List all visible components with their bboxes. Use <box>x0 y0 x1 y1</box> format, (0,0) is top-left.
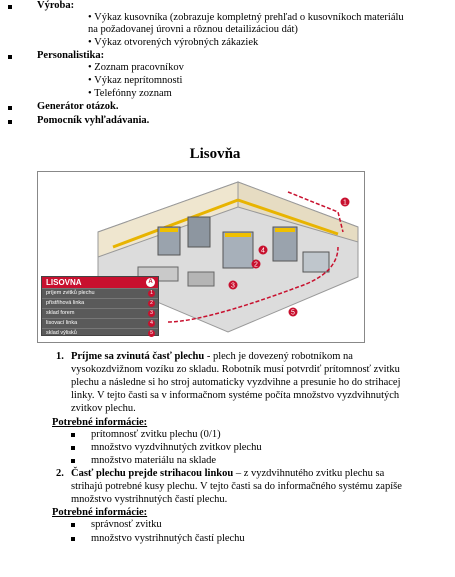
bullet-square <box>8 120 12 124</box>
legend-num: 2 <box>148 300 155 307</box>
step-line: množstvo vystrihnutých častí plechu. <box>71 494 228 505</box>
factory-illustration <box>37 171 365 343</box>
legend-label: přistřihová linka <box>46 300 85 306</box>
step-heading: Príjme sa zvinutá časť plechu <box>71 351 205 362</box>
bullet-square <box>71 459 75 463</box>
marker-label: 2 <box>254 261 258 269</box>
legend-row <box>42 318 158 328</box>
step-heading: Časť plechu prejde strihacou linkou <box>71 468 234 479</box>
legend-num: 4 <box>148 320 155 327</box>
legend-label: sklad výlisků <box>46 330 77 336</box>
marker-label: 5 <box>291 309 295 317</box>
vyroba-sub-1-cont: na požadovanej úrovni a rôznou detailizáciou dát) <box>88 24 298 35</box>
marker-label: 1 <box>343 199 347 207</box>
legend-row <box>42 308 158 318</box>
step-line <box>71 468 384 480</box>
list-item-personalistika: Personalistika: <box>37 50 105 61</box>
info-item: množstvo materiálu na sklade <box>91 455 217 466</box>
vyroba-sub-1: • Výkaz kusovníka (zobrazuje kompletný prehľad o kusovníkoch materiálu <box>88 12 404 23</box>
vyroba-sub-2: • Výkaz otvorených výrobných zákaziek <box>88 37 259 48</box>
info-item: množstvo vyzdvihnutých zvitkov plechu <box>91 442 262 453</box>
marker-5 <box>288 304 298 322</box>
personal-sub-3: • Telefónny zoznam <box>88 88 172 99</box>
legend-label: lisovací linka <box>46 320 78 326</box>
legend-num: 3 <box>148 310 155 317</box>
step-number: 1. <box>56 351 64 362</box>
step-line <box>71 351 353 363</box>
step-line: linky. V tejto časti sa v informačnom systéme počíta množstvo vyzdvihnutých <box>71 390 400 401</box>
marker-3 <box>228 277 238 295</box>
step-line: plechu a následne si ho stroj automaticky vyzdvihne a presunie ho do strihacej <box>71 377 401 388</box>
info-item: množstvo vystrihnutých častí plechu <box>91 533 245 544</box>
section-title: Lisovňa <box>189 146 241 162</box>
bullet-square <box>8 55 12 59</box>
legend-title: LISOVNA <box>46 278 82 287</box>
bullet-square <box>71 433 75 437</box>
bullet-square <box>71 523 75 527</box>
legend-badge: A <box>146 278 155 287</box>
step-number: 2. <box>56 468 64 479</box>
step-line: zvitkov plechu. <box>71 403 136 414</box>
info-label: Potrebné informácie: <box>52 507 148 518</box>
bullet-square <box>8 5 12 9</box>
personal-sub-2: • Výkaz neprítomnosti <box>88 75 183 86</box>
bullet-square <box>71 446 75 450</box>
legend-row <box>42 288 158 298</box>
step-text: – z vyzdvihnutého zvitku plechu sa <box>233 468 385 479</box>
list-item-generator: Generátor otázok. <box>37 101 119 112</box>
info-label: Potrebné informácie: <box>52 417 148 428</box>
personal-sub-1: • Zoznam pracovníkov <box>88 62 184 73</box>
info-item: správnosť zvitku <box>91 519 162 530</box>
legend-row <box>42 298 158 308</box>
legend-label: príjem zvitků plechu <box>46 290 95 296</box>
marker-label: 3 <box>231 282 235 290</box>
legend-num: 1 <box>148 290 155 297</box>
legend-num: 5 <box>148 330 155 337</box>
legend-row <box>42 328 158 338</box>
marker-4 <box>258 242 268 260</box>
step-line: vysokozdvižnom vozíku zo skladu. Robotník musí potvrdiť prítomnosť zvitku <box>71 364 400 375</box>
legend-label: sklad forem <box>46 310 75 316</box>
step-line: strihajú potrebné kusy plechu. V tejto časti sa do informačného systému zapíše <box>71 481 402 492</box>
bullet-square <box>71 537 75 541</box>
list-item-vyroba: Výroba: <box>37 0 75 11</box>
bullet-square <box>8 106 12 110</box>
info-item: prítomnosť zvitku plechu (0/1) <box>91 429 221 440</box>
list-item-pomocnik: Pomocník vyhľadávania. <box>37 115 150 126</box>
marker-label: 4 <box>261 247 265 255</box>
legend-header <box>42 277 158 288</box>
step-text: - plech je dovezený robotníkom na <box>204 351 353 362</box>
figure-legend <box>41 276 159 336</box>
marker-1 <box>340 194 350 212</box>
